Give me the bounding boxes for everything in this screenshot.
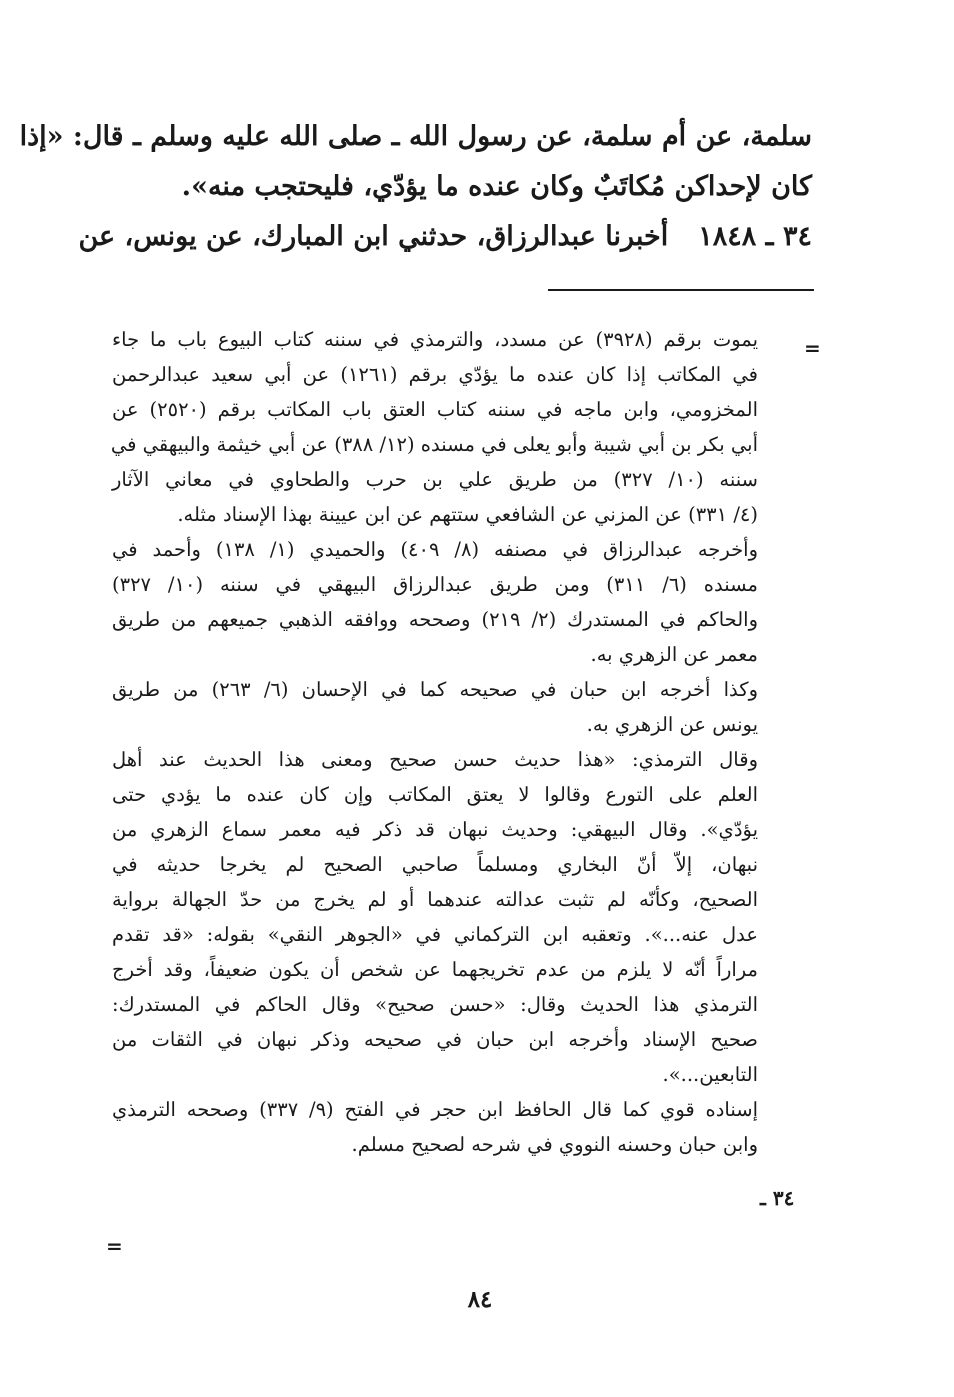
footnote-line: سننه (١٠/ ٣٢٧) من طريق علي بن حرب والطحاوي في معاني الآثار <box>112 468 758 491</box>
footnote-line: إسناده قوي كما قال الحافظ ابن حجر في الفتح (٩/ ٣٣٧) وصححه الترمذي <box>112 1098 758 1121</box>
footnote-line: التابعين...». <box>662 1063 758 1086</box>
footnote-line: وقال الترمذي: «هذا حديث حسن صحيح ومعنى هذا الحديث عند أهل <box>112 748 758 771</box>
footnote-line: الصحيح، وكأنّه لم تثبت عدالته عندهما أو لم يخرج من حدّ الجهالة برواية <box>112 888 758 911</box>
main-line: كان لإحداكن مُكاتَبٌ وكان عنده ما يؤدّي، فليحتجب منه». <box>181 171 812 202</box>
footnote-line: وابن حبان وحسنه النووي في شرحه لصحيح مسلم. <box>351 1133 758 1156</box>
continuation-mark-end: = <box>106 1234 123 1258</box>
footnote-line: يونس عن الزهري به. <box>586 713 758 736</box>
footnote-line: العلم على التورع وقالوا لا يعتق المكاتب وإن كان عنده ما يؤدي حتى <box>112 783 758 806</box>
footnote-line: مراراً أنّه لا يلزم من عدم تخريجهما عن شخص أن يكون ضعيفاً، وقد أخرج <box>112 958 758 981</box>
footnote-line: وأخرجه عبدالرزاق في مصنفه (٨/ ٤٠٩) والحميدي (١/ ١٣٨) وأحمد في <box>112 538 758 561</box>
footnote-line: الترمذي هذا الحديث وقال: «حسن صحيح» وقال الحاكم في المستدرك: <box>112 993 758 1016</box>
footnote-line: المخزومي، وابن ماجه في سننه كتاب العتق باب المكاتب برقم (٢٥٢٠) عن <box>112 398 758 421</box>
footnote-line: مسنده (٦/ ٣١١) ومن طريق عبدالرزاق البيهقي في سننه (١٠/ ٣٢٧) <box>112 573 758 596</box>
footnote-line: نبهان، إلاّ أنّ البخاري ومسلماً صاحبي الصحيح لم يخرجا حديثه في <box>112 853 758 876</box>
continuation-mark: = <box>804 336 821 360</box>
footnote-line: يموت برقم (٣٩٢٨) عن مسدد، والترمذي في سننه كتاب البيوع باب ما جاء <box>112 328 758 351</box>
footnote-line: عدل عنه...». وتعقبه ابن التركماني في «الجوهر النقي» بقوله: «قد تقدم <box>112 923 758 946</box>
footnote-line: والحاكم في المستدرك (٢/ ٢١٩) وصححه ووافقه الذهبي جميعهم من طريق <box>112 608 758 631</box>
footnote-number: ٣٤ ـ <box>760 1186 795 1210</box>
footnote-line: صحيح الإسناد وأخرجه ابن حبان في صحيحه وذكر نبهان في الثقات من <box>112 1028 758 1051</box>
footnote-line: أبي بكر بن أبي شيبة وأبو يعلى في مسنده (١٢/ ٣٨٨) عن أبي خيثمة والبيهقي في <box>110 433 758 456</box>
main-text <box>19 112 812 262</box>
main-line: سلمة، عن أم سلمة، عن رسول الله ـ صلى الله عليه وسلم ـ قال: «إذا <box>19 121 812 152</box>
hadith-text: أخبرنا عبدالرزاق، حدثني ابن المبارك، عن يونس، عن <box>78 221 669 252</box>
page-number: ٨٤ <box>467 1286 493 1313</box>
footnotes <box>112 322 758 1162</box>
footnote-line: (٤/ ٣٣١) عن المزني عن الشافعي ستتهم عن ابن عيينة بهذا الإسناد مثله. <box>177 503 758 526</box>
footnote-line: في المكاتب إذا كان عنده ما يؤدّي برقم (١٢٦١) عن أبي سعيد عبدالرحمن <box>112 363 759 386</box>
hadith-line <box>78 212 812 262</box>
footnote-line: وكذا أخرجه ابن حبان في صحيحه كما في الإحسان (٦/ ٢٦٣) من طريق <box>112 678 758 701</box>
hadith-number: ٣٤ ـ ١٨٤٨ <box>698 221 812 252</box>
footnote-line: معمر عن الزهري به. <box>590 643 758 666</box>
footnote-line: يؤدّي». وقال البيهقي: وحديث نبهان قد ذكر فيه معمر سماع الزهري من <box>112 818 758 841</box>
footnote-divider <box>548 289 814 291</box>
